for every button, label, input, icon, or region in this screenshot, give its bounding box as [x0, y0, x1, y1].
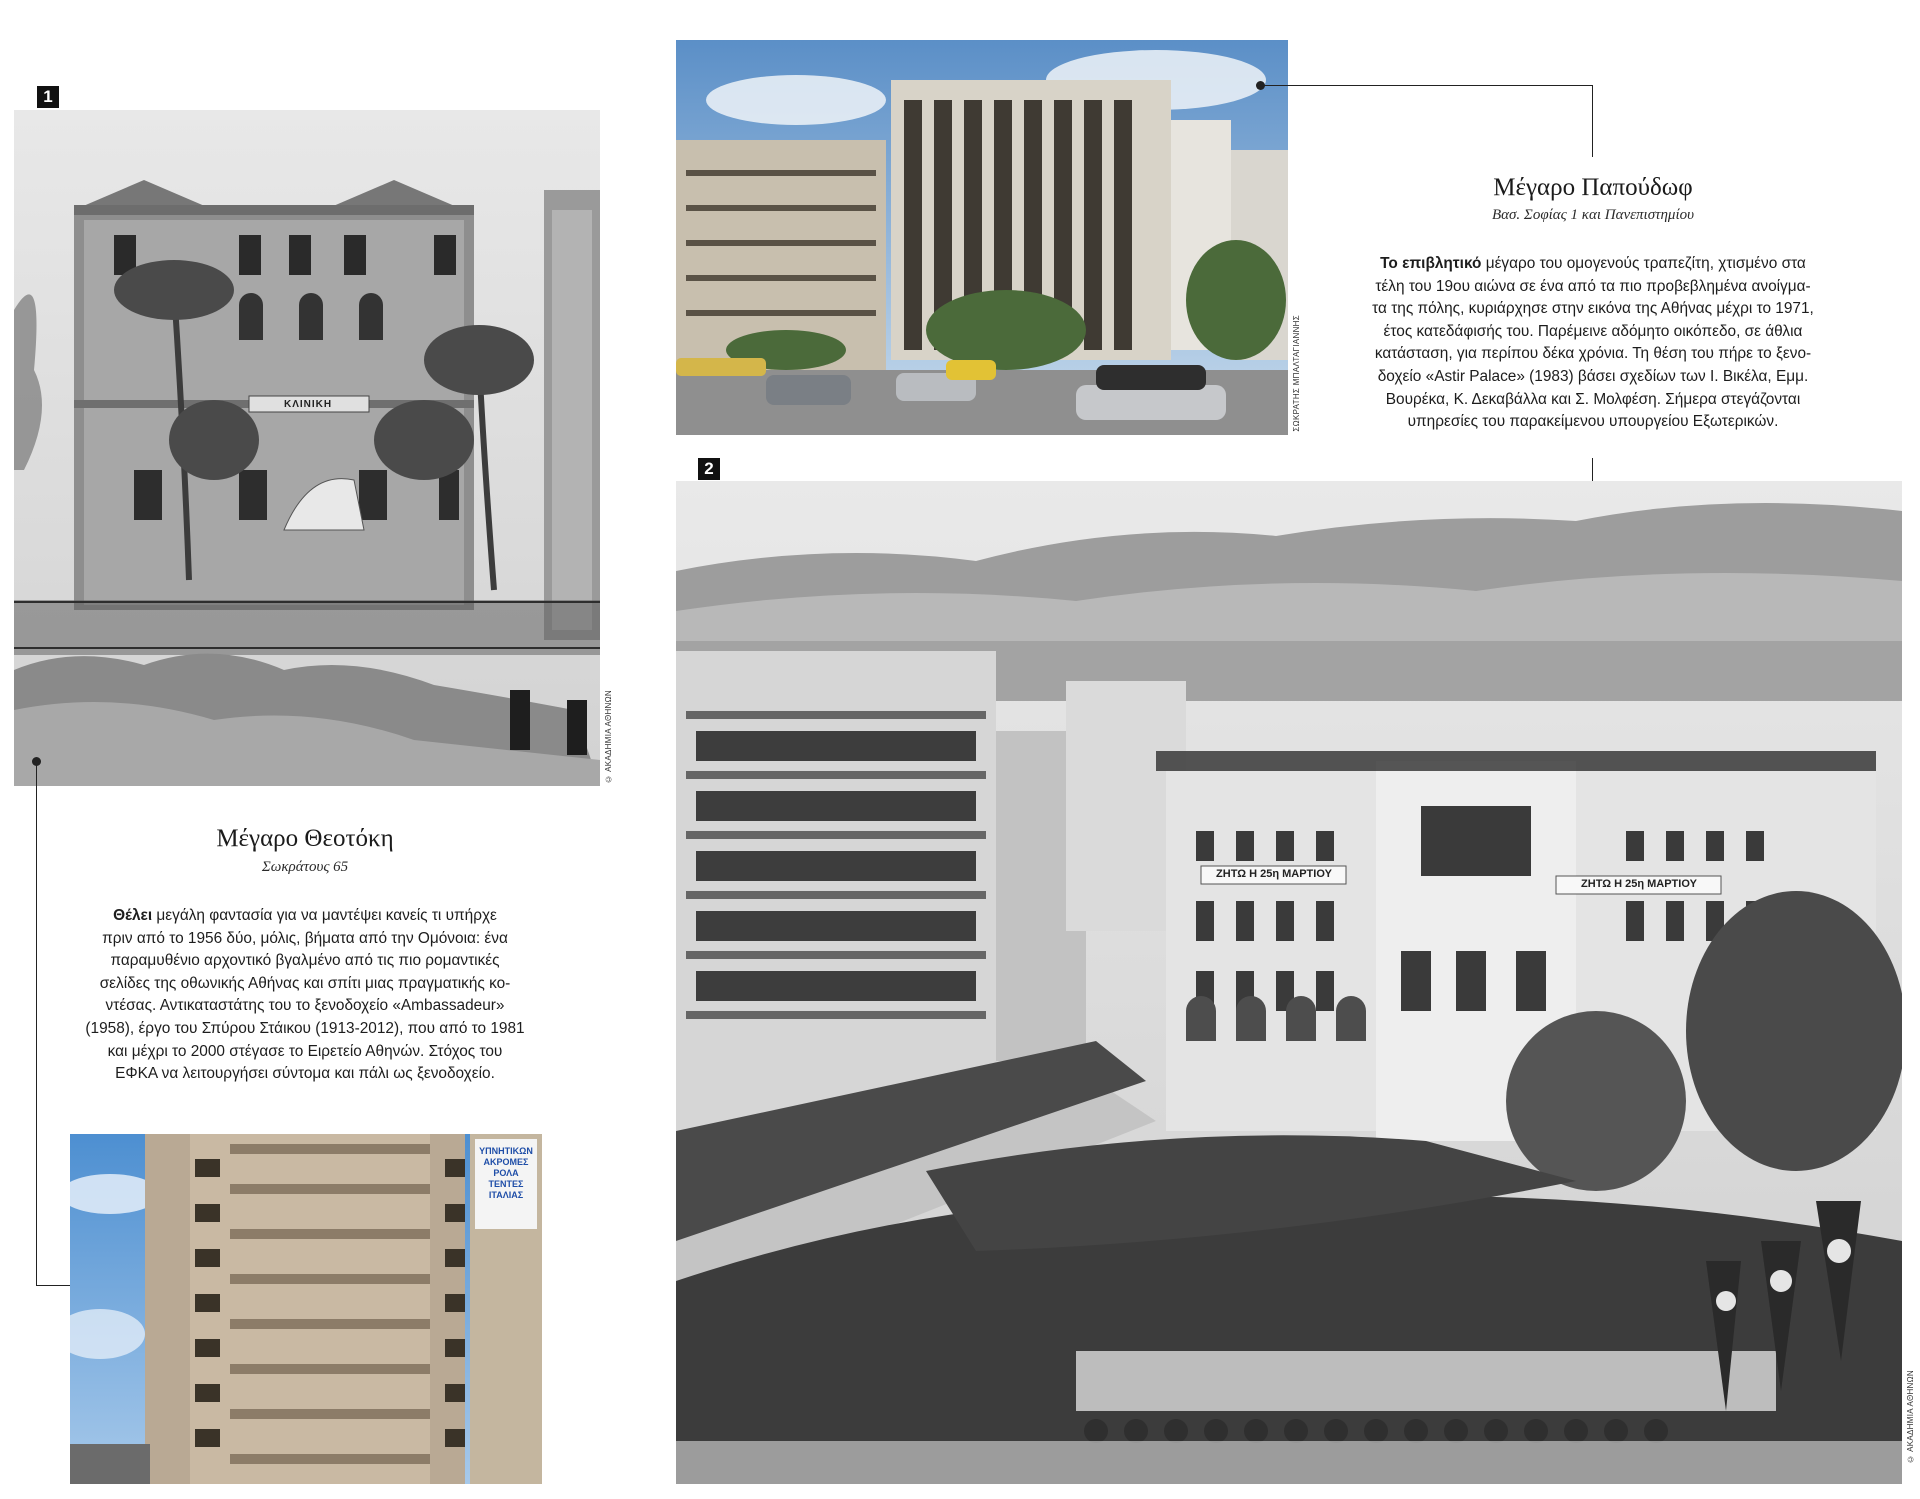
theotokis-title: Μέγαρο Θεοτόκη — [216, 825, 394, 852]
clinic-sign-text: ΚΛΙΝΙΚΗ — [284, 399, 333, 410]
theotokis-line-4: σελίδες της οθωνικής Αθήνας και σπίτι μιας πραγματικής κο- — [99, 974, 511, 992]
section-2-number: 2 — [698, 458, 720, 480]
theotokis-body-text — [30, 905, 580, 1086]
banner-left-text: ΖΗΤΩ Η 25η ΜΑΡΤΙΟΥ — [1216, 868, 1332, 880]
astir-palace-modern-photo — [676, 40, 1288, 435]
section-1-number: 1 — [37, 86, 59, 108]
modern-shop-sign: ΥΠΝΗΤΙΚΩΝ ΑΚΡΟΜΕΣ ΡΟΛΑ ΤΕΝΤΕΣ ΙΤΑΛΙΑΣ — [479, 1146, 533, 1200]
theotokis-line-2: πριν από το 1956 δύο, μόλις, βήματα από την Ομόνοια: ένα — [102, 929, 508, 947]
papoudof-line-7: Βουρέκα, Κ. Δεκαβάλλα και Σ. Μολφέση. Σήμερα στεγάζονται — [1385, 390, 1801, 408]
papoudof-line-1: Το επιβλητικό μέγαρο του ομογενούς τραπεζίτη, χτισμένο στα — [1380, 255, 1806, 272]
ambassadeur-hotel-photo — [70, 1134, 542, 1484]
syntagma-archive-photo — [676, 481, 1902, 1484]
papoudof-title: Μέγαρο Παπούδωφ — [1493, 174, 1693, 201]
papoudof-body-text — [1318, 253, 1868, 434]
papoudof-line-8: υπηρεσίες του παρακείμενου υπουργείου Εξωτερικών. — [1407, 413, 1779, 431]
papoudof-address: Βασ. Σοφίας 1 και Πανεπιστημίου — [1491, 207, 1694, 223]
archive-photo-credit-2: © ΑΚΑΔΗΜΙΑ ΑΘΗΝΩΝ — [1906, 1370, 1915, 1464]
connector-line-1-vertical — [36, 762, 37, 1286]
papoudof-lead-word: Το επιβλητικό — [1380, 255, 1482, 272]
connector-line-2-vertical-top — [1592, 85, 1593, 157]
theotokis-line-3: παραμυθένιο αρχοντικό βγαλμένο από τις πιο ρομαντικές — [110, 952, 500, 970]
archive-photo-credit-1: © ΑΚΑΔΗΜΙΑ ΑΘΗΝΩΝ — [604, 690, 613, 784]
papoudof-line-2: τέλη του 19ου αιώνα σε ένα από τα πιο προβεβλημένα ανοίγμα- — [1375, 277, 1811, 295]
theotokis-lead-word: Θέλει — [113, 907, 153, 924]
papoudof-line-3: τα της πόλης, κυριάρχησε στην εικόνα της Αθήνας μέχρι το 1971, — [1372, 300, 1814, 318]
modern-photo-credit: ΣΩΚΡΑΤΗΣ ΜΠΑΛΤΑΓΙΑΝΝΗΣ — [1292, 315, 1301, 432]
theotokis-line-7: και μέχρι το 2000 στέγασε το Ειρετείο Αθηνών. Στόχος του — [107, 1042, 503, 1060]
papoudof-line-6: δοχείο «Astir Palace» (1983) βάσει σχεδίων των Ι. Βικέλα, Εμμ. — [1377, 367, 1809, 385]
theotokis-line-8: ΕΦΚΑ να λειτουργήσει σύντομα και πάλι ως ξενοδοχείο. — [115, 1065, 495, 1083]
theotokis-mansion-archive-photo — [14, 110, 600, 786]
banner-right-text: ΖΗΤΩ Η 25η ΜΑΡΤΙΟΥ — [1581, 878, 1697, 890]
papoudof-line-5: κατάσταση, για περίπου δέκα χρόνια. Τη θέση του πήρε το ξενο- — [1374, 345, 1812, 363]
connector-line-2-horizontal — [1260, 85, 1593, 86]
theotokis-line-5: ντέσας. Αντικαταστάτης του το ξενοδοχείο «Ambassadeur» — [105, 997, 505, 1015]
theotokis-line-1: Θέλει μεγάλη φαντασία για να μαντέψει κανείς τι υπήρχε — [113, 907, 497, 924]
theotokis-line-6: (1958), έργο του Σπύρου Στάικου (1913-2012), που από το 1981 — [85, 1019, 525, 1037]
theotokis-address: Σωκράτους 65 — [261, 859, 349, 875]
papoudof-line-4: έτος κατεδάφισής του. Παρέμεινε αδόμητο οικόπεδο, σε άθλια — [1383, 322, 1803, 340]
